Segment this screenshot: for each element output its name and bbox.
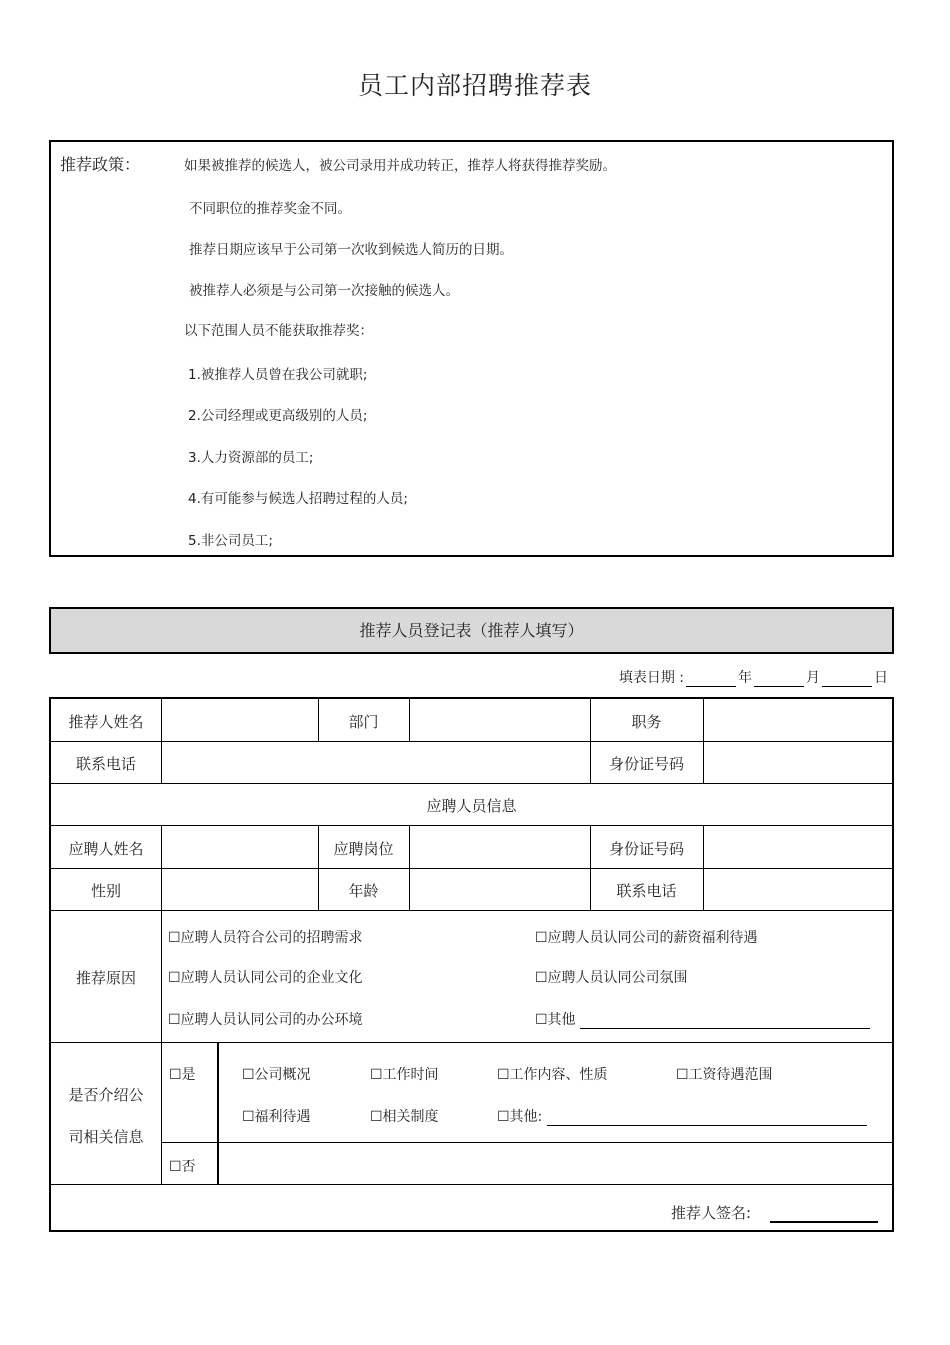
applied-position-label: 应聘岗位: [333, 840, 394, 858]
applicant-name-field[interactable]: [162, 825, 318, 868]
month-label: 月: [806, 670, 820, 686]
page-title: 员工内部招聘推荐表: [357, 71, 592, 100]
phone-field[interactable]: [162, 741, 590, 783]
reason-checkbox[interactable]: ☐应聘人员符合公司的招聘需求: [168, 930, 363, 946]
policy-line: 2.公司经理或更高级别的人员;: [188, 408, 368, 424]
applied-position-field[interactable]: [410, 825, 590, 868]
gender-field[interactable]: [162, 868, 318, 910]
intro-item-checkbox[interactable]: ☐公司概况: [242, 1067, 311, 1083]
reason-checkbox[interactable]: ☐应聘人员认同公司氛围: [535, 970, 688, 986]
year-label: 年: [738, 670, 752, 686]
day-label: 日: [874, 670, 888, 686]
policy-line: 不同职位的推荐奖金不同。: [189, 201, 351, 217]
policy-line: 以下范围人员不能获取推荐奖：: [184, 323, 373, 339]
applicant-phone-label: 联系电话: [616, 882, 677, 900]
reason-other[interactable]: [535, 1009, 870, 1029]
department-field[interactable]: [410, 699, 590, 741]
intro-item-checkbox[interactable]: ☐相关制度: [370, 1109, 439, 1125]
position-label: 职务: [631, 713, 662, 731]
intro-label-line2: 司相关信息: [68, 1128, 144, 1146]
age-field[interactable]: [410, 868, 590, 910]
intro-item-checkbox[interactable]: ☐工资待遇范围: [676, 1067, 773, 1083]
intro-no-checkbox[interactable]: ☐否: [169, 1159, 196, 1175]
registration-header: 推荐人员登记表（推荐人填写）: [49, 607, 894, 654]
policy-line: 5.非公司员工;: [188, 533, 273, 549]
intro-no-field[interactable]: [219, 1143, 892, 1184]
applicant-phone-field[interactable]: [704, 868, 892, 910]
intro-other-line[interactable]: [547, 1111, 867, 1126]
policy-label: 推荐政策：: [60, 155, 141, 174]
applicant-id-field[interactable]: [704, 825, 892, 868]
signature-label: 推荐人签名:: [671, 1204, 752, 1222]
intro-other-label: ☐其他:: [497, 1109, 543, 1125]
signature-line[interactable]: [770, 1207, 878, 1223]
intro-label-line1: 是否介绍公: [68, 1086, 144, 1104]
reason-checkbox[interactable]: ☐应聘人员认同公司的薪资福利待遇: [535, 930, 758, 946]
intro-item-checkbox[interactable]: ☐工作内容、性质: [497, 1067, 608, 1083]
applicant-name-label: 应聘人姓名: [68, 840, 144, 858]
applicant-id-label: 身份证号码: [608, 840, 684, 858]
day-field[interactable]: [822, 672, 872, 687]
intro-item-checkbox[interactable]: ☐福利待遇: [242, 1109, 311, 1125]
policy-box: [49, 140, 894, 557]
position-field[interactable]: [704, 699, 892, 741]
reason-checkbox[interactable]: ☐应聘人员认同公司的办公环境: [168, 1012, 363, 1028]
id-number-field[interactable]: [704, 741, 892, 783]
age-label: 年龄: [348, 882, 379, 900]
date-label: 填表日期 :: [618, 670, 684, 686]
policy-line: 被推荐人必须是与公司第一次接触的候选人。: [189, 283, 459, 299]
referrer-name-field[interactable]: [162, 699, 318, 741]
fill-date: [619, 667, 888, 687]
policy-line: 如果被推荐的候选人，被公司录用并成功转正，推荐人将获得推荐奖励。: [184, 158, 616, 174]
id-number-label: 身份证号码: [608, 755, 684, 773]
reason-checkbox[interactable]: ☐应聘人员认同公司的企业文化: [168, 970, 363, 986]
intro-item-checkbox[interactable]: ☐工作时间: [370, 1067, 439, 1083]
reason-label: 推荐原因: [75, 969, 136, 987]
year-field[interactable]: [686, 672, 736, 687]
applicant-section-title: 应聘人员信息: [426, 797, 517, 815]
month-field[interactable]: [754, 672, 804, 687]
gender-label: 性别: [90, 882, 121, 900]
intro-other[interactable]: [497, 1106, 867, 1126]
policy-line: 4.有可能参与候选人招聘过程的人员;: [188, 491, 408, 507]
reason-other-line[interactable]: [580, 1014, 870, 1029]
reason-other-label: ☐其他: [535, 1012, 576, 1028]
department-label: 部门: [348, 713, 379, 731]
signature-area: [671, 1202, 878, 1223]
intro-yes-checkbox[interactable]: ☐是: [169, 1067, 196, 1083]
referrer-name-label: 推荐人姓名: [68, 713, 144, 731]
registration-form: [49, 697, 894, 1232]
policy-line: 3.人力资源部的员工;: [188, 450, 314, 466]
policy-line: 1.被推荐人员曾在我公司就职;: [188, 367, 368, 383]
phone-label: 联系电话: [75, 755, 136, 773]
policy-line: 推荐日期应该早于公司第一次收到候选人简历的日期。: [189, 242, 513, 258]
